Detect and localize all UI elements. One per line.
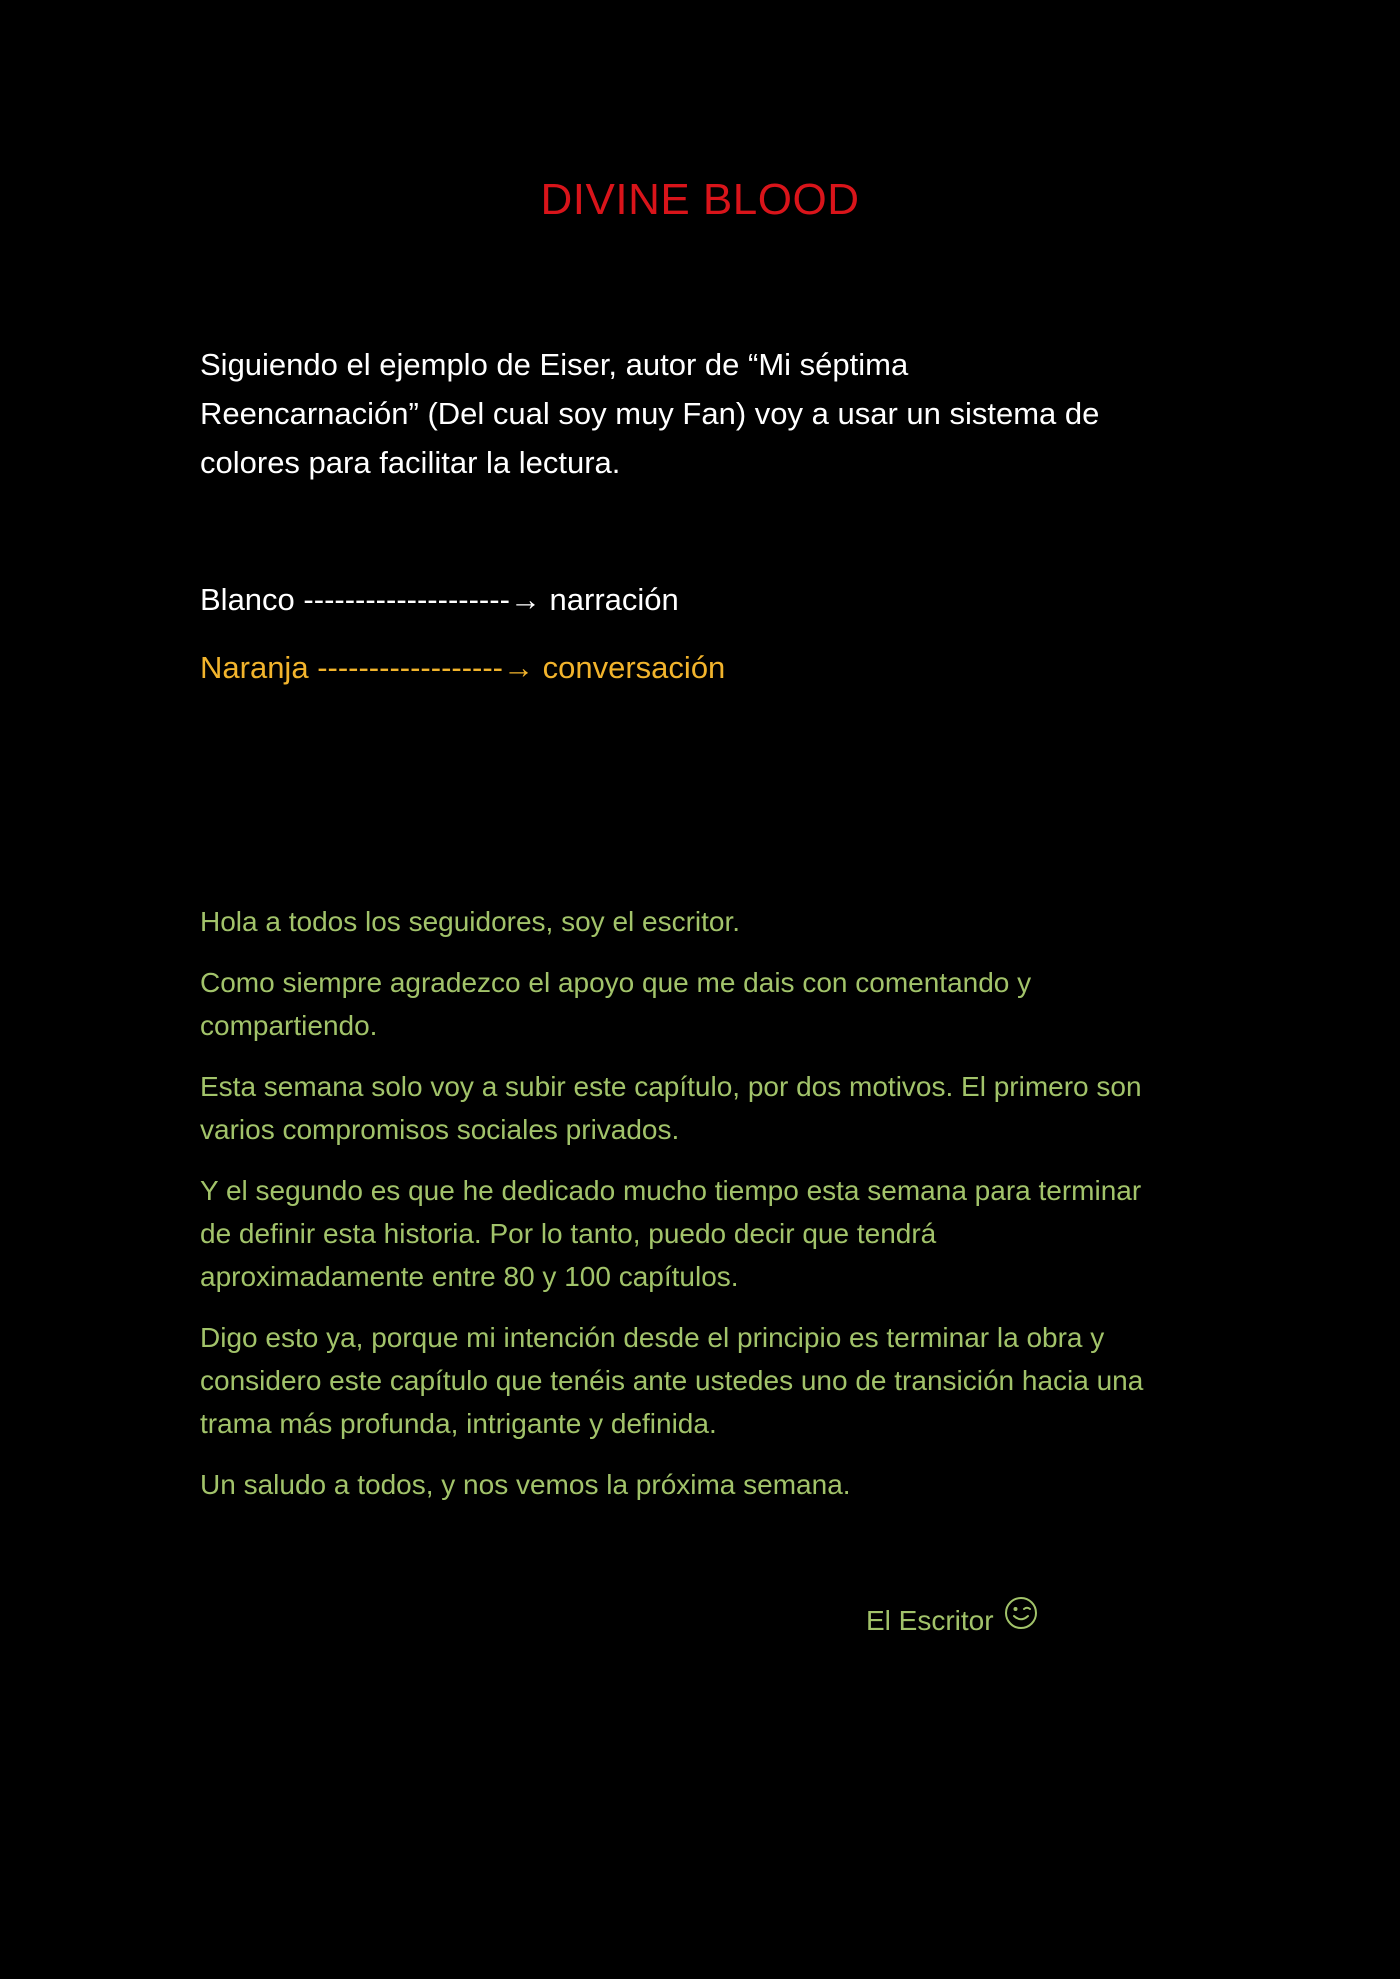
legend-item-white xyxy=(200,578,679,622)
legend-meaning: conversación xyxy=(542,650,726,685)
legend-dashes: ------------------ xyxy=(317,650,504,685)
note-paragraph: Esta semana solo voy a subir este capítulo, por dos motivos. El primero son varios compromisos sociales privados. xyxy=(200,1071,1142,1145)
legend-color-name: Blanco xyxy=(200,582,295,617)
legend-meaning: narración xyxy=(549,582,679,617)
signature-text: El Escritor xyxy=(866,1605,994,1636)
signature xyxy=(866,1599,1038,1646)
arrow-right-icon: → xyxy=(503,650,535,685)
note-paragraph: Digo esto ya, porque mi intención desde el principio es terminar la obra y considero este capítulo que tenéis ante ustedes uno de transición hacia una trama más profunda, intrigante y definida. xyxy=(200,1322,1144,1439)
note-paragraph: Y el segundo es que he dedicado mucho tiempo esta semana para terminar de definir esta historia. Por lo tanto, puedo decir que tendrá aproximadamente entre 80 y 100 capítulos. xyxy=(200,1175,1142,1292)
author-note xyxy=(200,900,1200,1524)
intro-line: Siguiendo el ejemplo de Eiser, autor de “Mi séptima xyxy=(200,347,909,382)
legend-dashes: -------------------- xyxy=(303,582,510,617)
note-paragraph: Como siempre agradezco el apoyo que me dais con comentando y compartiendo. xyxy=(200,967,1032,1041)
wink-face-icon xyxy=(1004,1596,1038,1643)
arrow-right-icon: → xyxy=(509,582,541,617)
note-paragraph: Hola a todos los seguidores, soy el escritor. xyxy=(200,906,741,937)
intro-paragraph xyxy=(200,340,1200,487)
intro-line: Reencarnación” (Del cual soy muy Fan) voy a usar un sistema de xyxy=(200,396,1100,431)
note-paragraph: Un saludo a todos, y nos vemos la próxima semana. xyxy=(200,1469,851,1500)
page-title: DIVINE BLOOD xyxy=(540,175,860,224)
legend-item-orange xyxy=(200,646,725,690)
intro-line: colores para facilitar la lectura. xyxy=(200,445,621,480)
legend-color-name: Naranja xyxy=(200,650,309,685)
